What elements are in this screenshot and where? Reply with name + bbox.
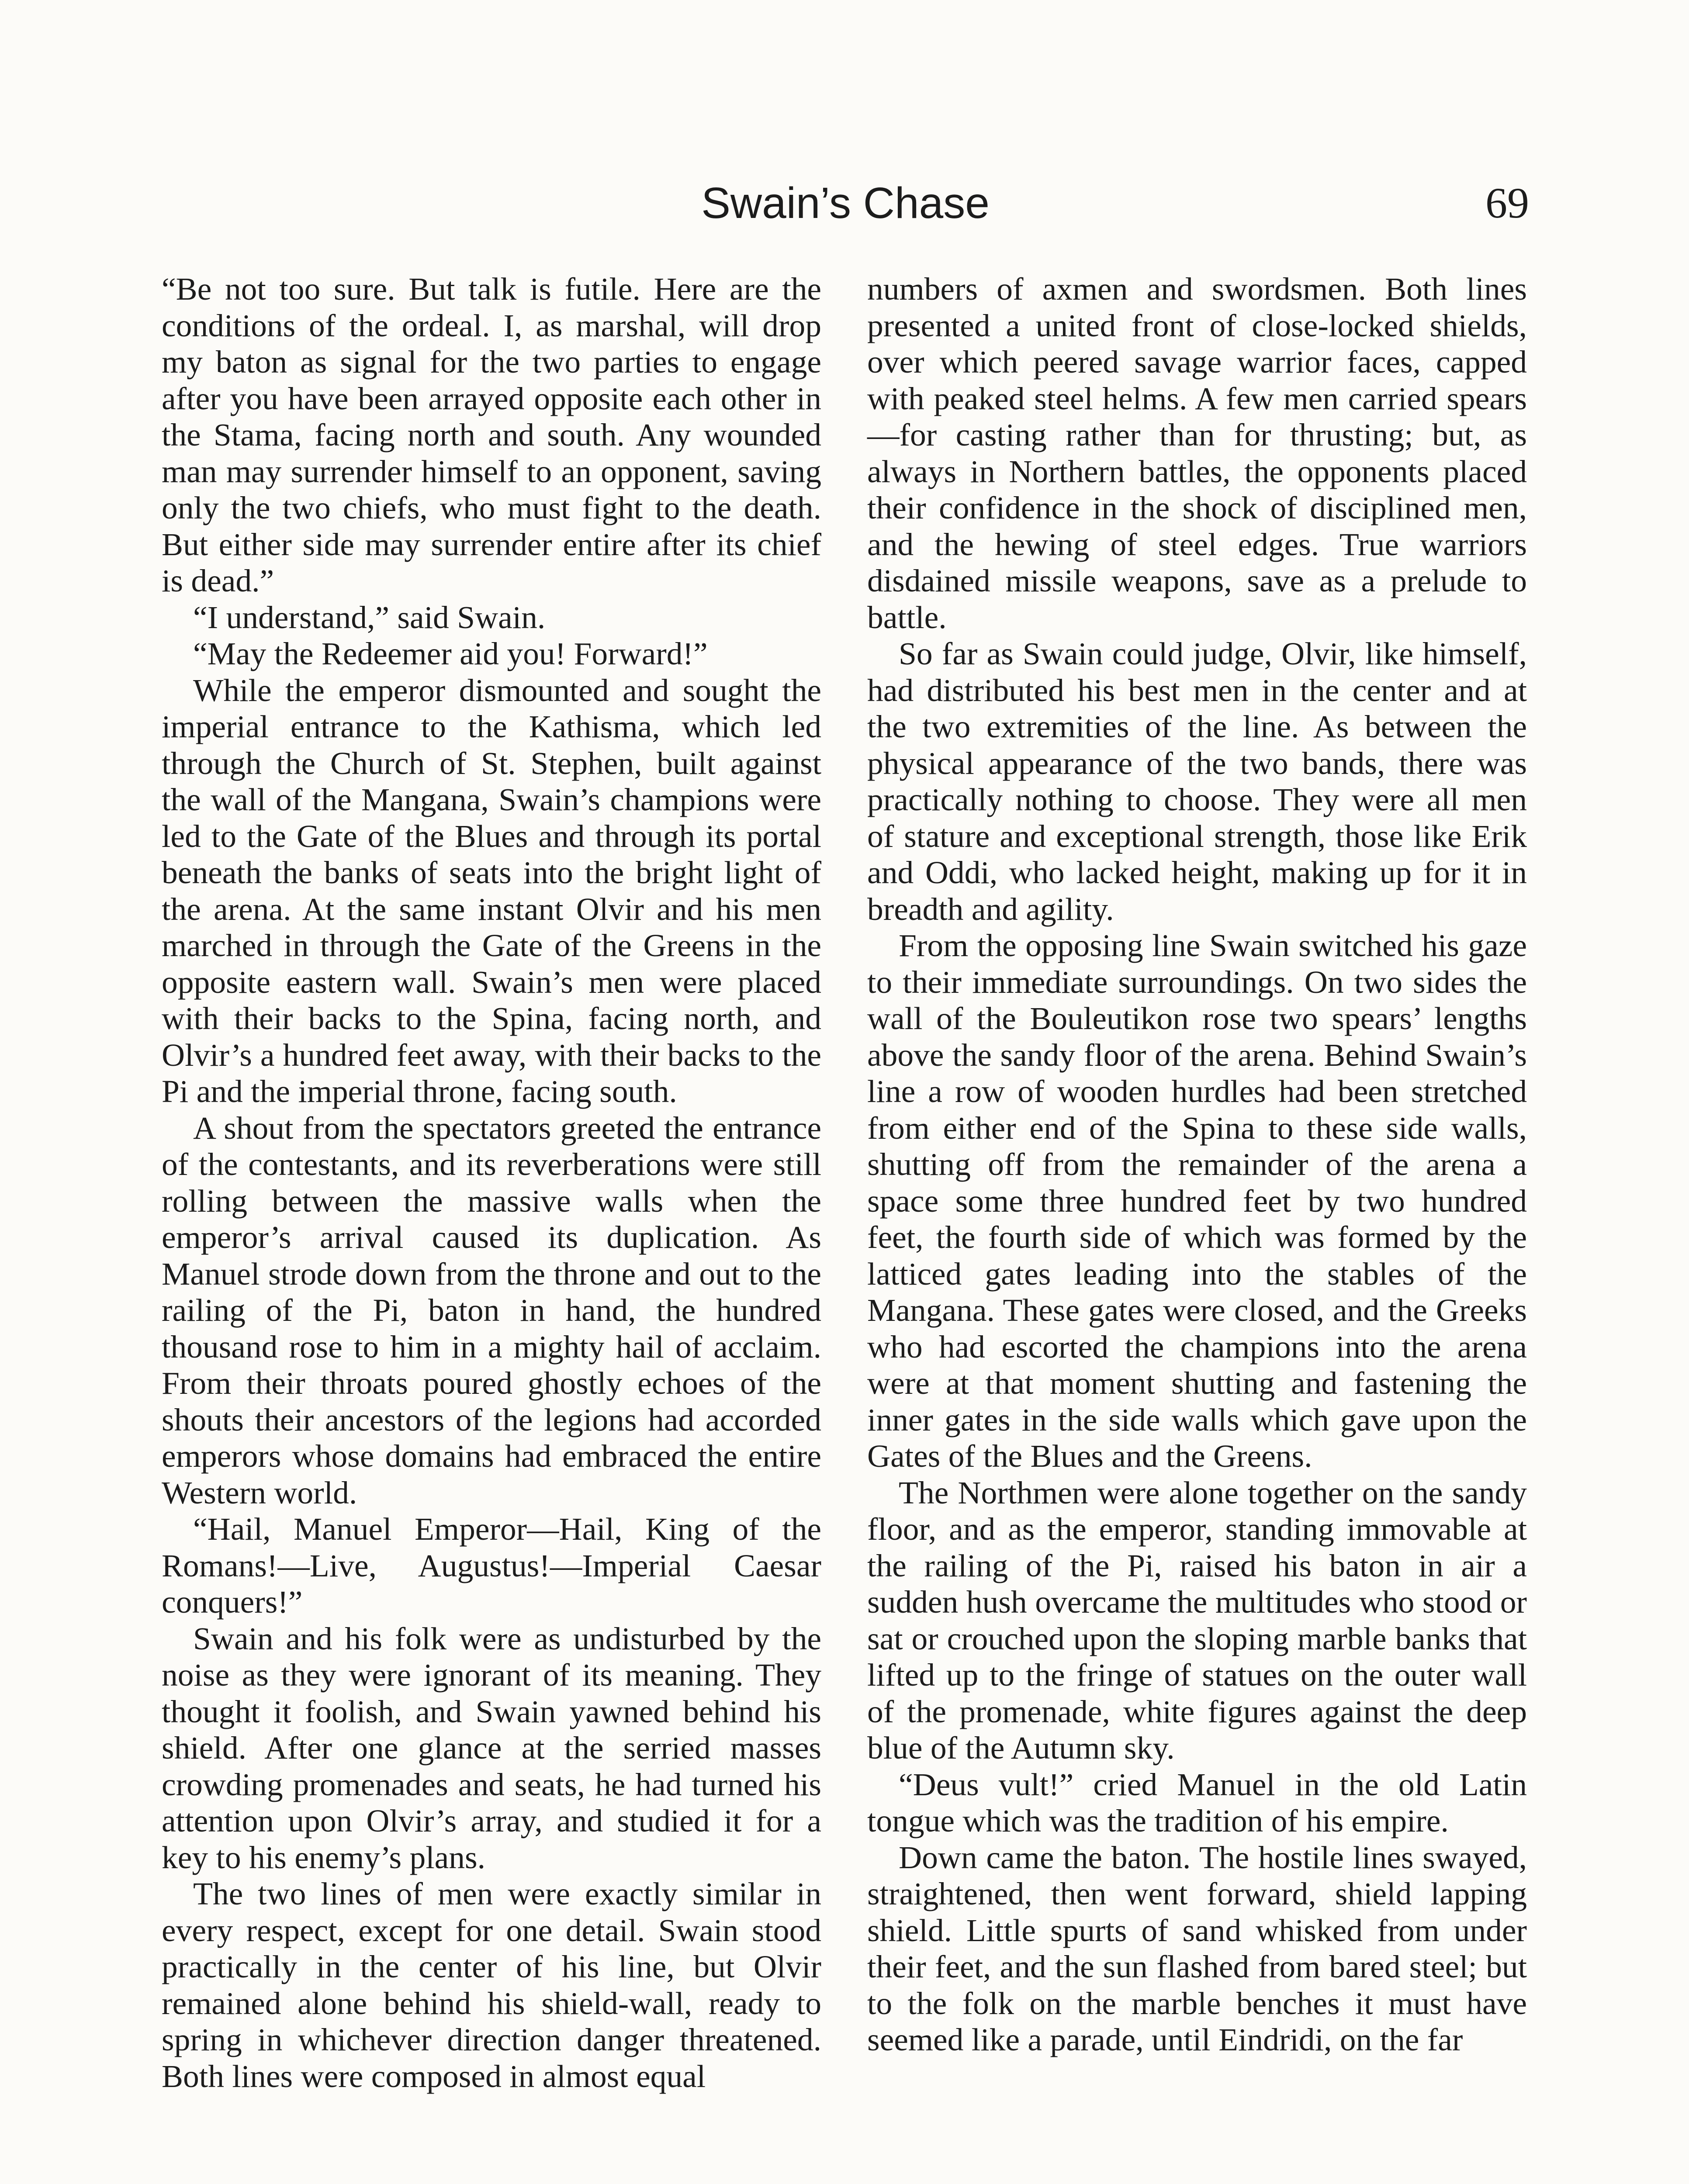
paragraph: “Hail, Manuel Emperor—Hail, King of the Romans!—Live, Augustus!—Imperial Caesar conquers!” <box>162 1511 821 1620</box>
paragraph: “Deus vult!” cried Manuel in the old Latin tongue which was the tradition of his empire. <box>867 1766 1527 1838</box>
paragraph: “I understand,” said Swain. <box>193 599 546 635</box>
left-column <box>162 271 821 2094</box>
paragraph: Swain and his folk were as undisturbed by the noise as they were ignorant of its meaning. They thought it foolish, and Swain yawned behind his shield. After one glance at the serried masses crowding promenades and seats, he had turned his attention upon Olvir’s array, and studied it for a key to his enemy’s plans. <box>162 1621 821 1875</box>
page-header <box>162 175 1529 240</box>
paragraph: Down came the baton. The hostile lines swayed, straightened, then went forward, shield lapping shield. Little spurts of sand whisked from under their feet, and the sun flashed from bared steel; but to the folk on the marble benches it must have seemed like a parade, until Eindridi, on the far <box>867 1839 1527 2057</box>
running-title: Swain’s Chase <box>701 179 990 228</box>
paragraph: numbers of axmen and swordsmen. Both lines presented a united front of close-locked shields, over which peered savage warrior faces, capped with peaked steel helms. A few men carried spears—for casting rather than for thrusting; but, as always in Northern battles, the opponents placed their confidence in the shock of disciplined men, and the hewing of steel edges. True warriors disdained missile weapons, save as a prelude to battle. <box>867 271 1527 635</box>
paragraph: “Be not too sure. But talk is futile. Here are the conditions of the ordeal. I, as marshal, will drop my baton as signal for the two parties to engage after you have been arrayed opposite each other in the Stama, facing north and south. Any wounded man may surrender himself to an opponent, saving only the two chiefs, who must fight to the death. But either side may surrender entire after its chief is dead.” <box>162 271 821 598</box>
paragraph: The two lines of men were exactly similar in every respect, except for one detail. Swain stood practically in the center of his line, but Olvir remained alone behind his shield-wall, ready to spring in whichever direction danger threatened. Both lines were composed in almost equal <box>162 1876 821 2094</box>
paragraph: “May the Redeemer aid you! Forward!” <box>193 636 708 671</box>
paragraph: The Northmen were alone together on the sandy floor, and as the emperor, standing immovable at the railing of the Pi, raised his baton in air a sudden hush overcame the multitudes who stood or sat or crouched upon the sloping marble banks that lifted up to the fringe of statues on the outer wall of the promenade, white figures against the deep blue of the Autumn sky. <box>867 1475 1527 1766</box>
page-number: 69 <box>1485 179 1529 227</box>
paragraph: From the opposing line Swain switched his gaze to their immediate surroundings. On two sides the wall of the Bouleutikon rose two spears’ lengths above the sandy floor of the arena. Behind Swain’s line a row of wooden hurdles had been stretched from either end of the Spina to these side walls, shutting off from the remainder of the arena a space some three hundred feet by two hundred feet, the fourth side of which was formed by the latticed gates leading into the stables of the Mangana. These gates were closed, and the Greeks who had escorted the champions into the arena were at that moment shutting and fastening the inner gates in the side walls which gave upon the Gates of the Blues and the Greens. <box>867 928 1527 1474</box>
paragraph: So far as Swain could judge, Olvir, like himself, had distributed his best men in the center and at the two extremities of the line. As between the physical appearance of the two bands, there was practically nothing to choose. They were all men of stature and exceptional strength, those like Erik and Oddi, who lacked height, making up for it in breadth and agility. <box>867 636 1527 927</box>
paragraph: While the emperor dismounted and sought the imperial entrance to the Kathisma, which led through the Church of St. Stephen, built against the wall of the Mangana, Swain’s champions were led to the Gate of the Blues and through its portal beneath the banks of seats into the bright light of the arena. At the same instant Olvir and his men marched in through the Gate of the Greens in the opposite eastern wall. Swain’s men were placed with their backs to the Spina, facing north, and Olvir’s a hundred feet away, with their backs to the Pi and the imperial throne, facing south. <box>162 672 821 1109</box>
paragraph: A shout from the spectators greeted the entrance of the contestants, and its reverberations were still rolling between the massive walls when the emperor’s arrival caused its duplication. As Manuel strode down from the throne and out to the railing of the Pi, baton in hand, the hundred thousand rose to him in a mighty hail of acclaim. From their throats poured ghostly echoes of the shouts their ancestors of the legions had accorded emperors whose domains had embraced the entire Western world. <box>162 1110 821 1510</box>
right-column <box>867 271 1527 2058</box>
